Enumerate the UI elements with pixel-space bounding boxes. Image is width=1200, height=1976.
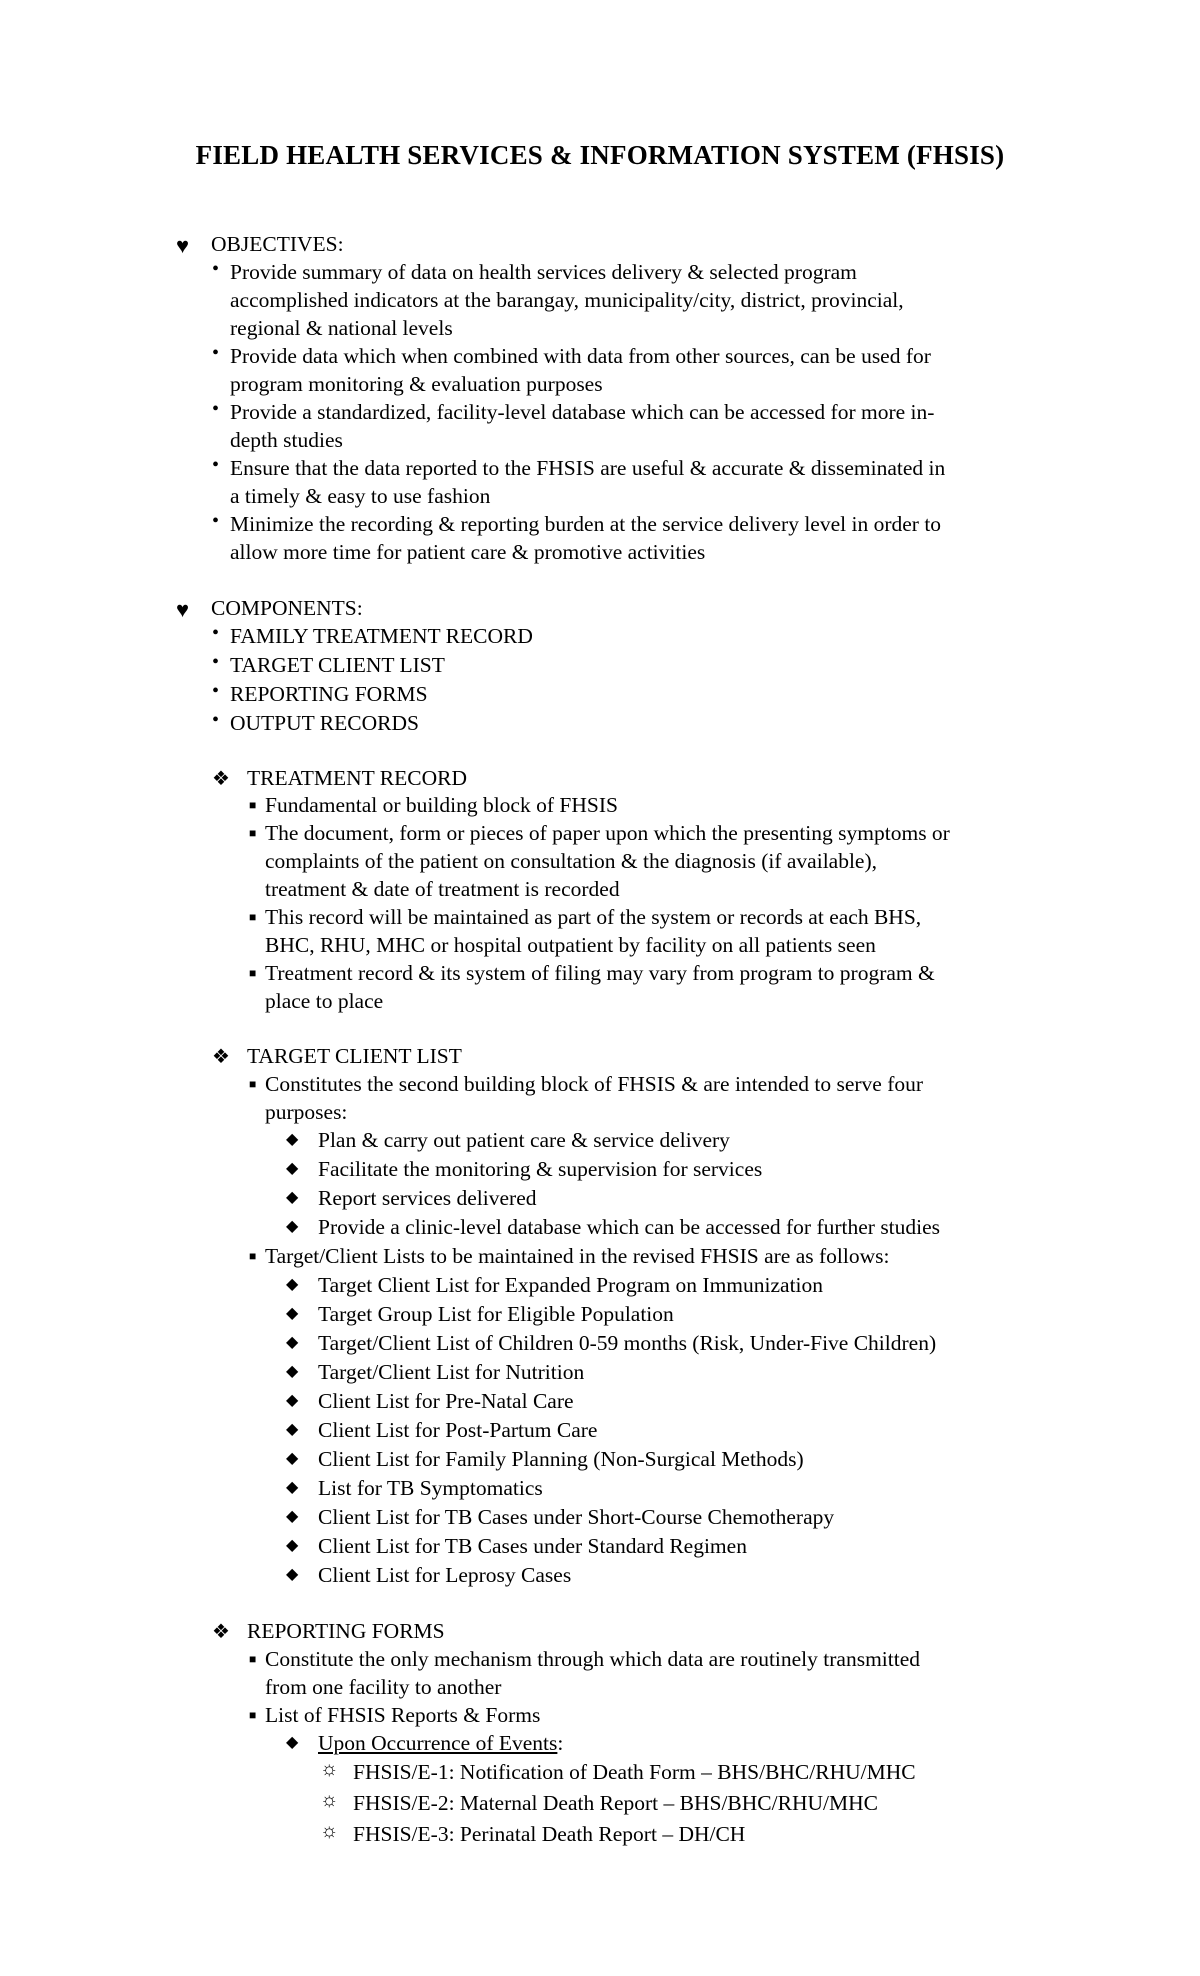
objective-4-line-2: a timely & easy to use fashion	[230, 484, 491, 508]
objective-1-line-3: regional & national levels	[230, 316, 453, 340]
tcl-item-2: Target/Client Lists to be maintained in the revised FHSIS are as follows:	[265, 1244, 890, 1268]
diamond-bullet-icon: ◆	[286, 1450, 299, 1467]
diamond-bullet-icon: ◆	[286, 1392, 299, 1409]
client-list-item: Client List for Family Planning (Non-Surgical Methods)	[318, 1447, 804, 1471]
diamond-bullet-icon: ◆	[286, 1160, 299, 1177]
diamond-bullet-icon: ◆	[286, 1421, 299, 1438]
bullet-dot-icon: •	[212, 398, 220, 420]
objective-5-line-2: allow more time for patient care & promotive activities	[230, 540, 706, 564]
sun-bullet-icon: ☼	[320, 1789, 339, 1811]
sun-bullet-icon: ☼	[320, 1820, 339, 1842]
purpose-item: Report services delivered	[318, 1186, 537, 1210]
square-bullet-icon: ■	[249, 1077, 257, 1091]
treatment-item-4-line-2: place to place	[265, 989, 384, 1013]
events-subheading	[318, 1729, 563, 1757]
client-list-item: Client List for TB Cases under Standard Regimen	[318, 1534, 747, 1558]
objective-3-line-2: depth studies	[230, 428, 343, 452]
reporting-item-2: List of FHSIS Reports & Forms	[265, 1703, 541, 1727]
purpose-item: Facilitate the monitoring & supervision for services	[318, 1157, 763, 1181]
section-heading-objectives: OBJECTIVES:	[211, 232, 344, 256]
subsection-heading-treatment-record: TREATMENT RECORD	[247, 766, 467, 790]
bullet-dot-icon: •	[212, 510, 220, 532]
square-bullet-icon: ■	[249, 1708, 257, 1722]
bullet-dot-icon: •	[212, 651, 220, 673]
objective-3-line-1: Provide a standardized, facility-level database which can be accessed for more in-	[230, 400, 935, 424]
event-form-item: FHSIS/E-1: Notification of Death Form – BHS/BHC/RHU/MHC	[353, 1760, 916, 1784]
events-subheading-colon: :	[557, 1731, 564, 1755]
bullet-dot-icon: •	[212, 680, 220, 702]
diamond-bullet-icon: ◆	[286, 1508, 299, 1525]
client-list-item: Target Client List for Expanded Program on Immunization	[318, 1273, 824, 1297]
client-list-item: Client List for Leprosy Cases	[318, 1563, 572, 1587]
bullet-dot-icon: •	[212, 258, 220, 280]
diamond-bullet-icon: ◆	[286, 1479, 299, 1496]
purpose-item: Provide a clinic-level database which can be accessed for further studies	[318, 1215, 941, 1239]
events-subheading-label: Upon Occurrence of Events	[318, 1731, 558, 1755]
bullet-dot-icon: •	[212, 342, 220, 364]
event-form-item: FHSIS/E-2: Maternal Death Report – BHS/BHC/RHU/MHC	[353, 1791, 878, 1815]
square-bullet-icon: ■	[249, 966, 257, 980]
square-bullet-icon: ■	[249, 798, 257, 812]
subsection-heading-reporting-forms: REPORTING FORMS	[247, 1619, 445, 1643]
treatment-item-4-line-1: Treatment record & its system of filing may vary from program to program &	[265, 961, 935, 985]
component-item: FAMILY TREATMENT RECORD	[230, 624, 533, 648]
square-bullet-icon: ■	[249, 1652, 257, 1666]
page-title: FIELD HEALTH SERVICES & INFORMATION SYSTEM (FHSIS)	[195, 140, 1005, 170]
client-list-item: List for TB Symptomatics	[318, 1476, 543, 1500]
component-item: OUTPUT RECORDS	[230, 711, 419, 735]
diamond-bullet-icon: ◆	[286, 1276, 299, 1293]
diamond-bullet-icon: ◆	[286, 1363, 299, 1380]
diamond-cluster-icon: ❖	[212, 768, 230, 790]
bullet-dot-icon: •	[212, 709, 220, 731]
client-list-item: Target Group List for Eligible Population	[318, 1302, 674, 1326]
square-bullet-icon: ■	[249, 1249, 257, 1263]
subsection-heading-target-client-list: TARGET CLIENT LIST	[247, 1044, 462, 1068]
diamond-cluster-icon: ❖	[212, 1621, 230, 1643]
diamond-bullet-icon: ◆	[286, 1131, 299, 1148]
treatment-item-2-line-3: treatment & date of treatment is recorded	[265, 877, 620, 901]
component-item: REPORTING FORMS	[230, 682, 428, 706]
purpose-item: Plan & carry out patient care & service delivery	[318, 1128, 730, 1152]
heart-bullet-icon: ♥	[176, 597, 190, 622]
treatment-item-1: Fundamental or building block of FHSIS	[265, 793, 618, 817]
client-list-item: Client List for Pre-Natal Care	[318, 1389, 574, 1413]
client-list-item: Client List for TB Cases under Short-Course Chemotherapy	[318, 1505, 835, 1529]
event-form-item: FHSIS/E-3: Perinatal Death Report – DH/CH	[353, 1822, 746, 1846]
treatment-item-2-line-2: complaints of the patient on consultation & the diagnosis (if available),	[265, 849, 878, 873]
square-bullet-icon: ■	[249, 826, 257, 840]
reporting-item-1-line-2: from one facility to another	[265, 1675, 502, 1699]
bullet-dot-icon: •	[212, 622, 220, 644]
tcl-item-1-line-2: purposes:	[265, 1100, 348, 1124]
client-list-item: Target/Client List for Nutrition	[318, 1360, 585, 1384]
heart-bullet-icon: ♥	[176, 233, 190, 258]
objective-5-line-1: Minimize the recording & reporting burden at the service delivery level in order to	[230, 512, 942, 536]
client-list-item: Target/Client List of Children 0-59 months (Risk, Under-Five Children)	[318, 1331, 937, 1355]
sun-bullet-icon: ☼	[320, 1758, 339, 1780]
objective-2-line-2: program monitoring & evaluation purposes	[230, 372, 603, 396]
client-list-item: Client List for Post-Partum Care	[318, 1418, 598, 1442]
diamond-bullet-icon: ◆	[286, 1566, 299, 1583]
square-bullet-icon: ■	[249, 910, 257, 924]
component-item: TARGET CLIENT LIST	[230, 653, 445, 677]
diamond-bullet-icon: ◆	[286, 1734, 299, 1751]
bullet-dot-icon: •	[212, 454, 220, 476]
diamond-cluster-icon: ❖	[212, 1046, 230, 1068]
section-heading-components: COMPONENTS:	[211, 596, 363, 620]
objective-1-line-1: Provide summary of data on health services delivery & selected program	[230, 260, 857, 284]
objective-1-line-2: accomplished indicators at the barangay, municipality/city, district, provincial,	[230, 288, 904, 312]
objective-4-line-1: Ensure that the data reported to the FHSIS are useful & accurate & disseminated in	[230, 456, 946, 480]
diamond-bullet-icon: ◆	[286, 1334, 299, 1351]
diamond-bullet-icon: ◆	[286, 1189, 299, 1206]
diamond-bullet-icon: ◆	[286, 1537, 299, 1554]
reporting-item-1-line-1: Constitute the only mechanism through which data are routinely transmitted	[265, 1647, 921, 1671]
diamond-bullet-icon: ◆	[286, 1305, 299, 1322]
treatment-item-3-line-1: This record will be maintained as part of the system or records at each BHS,	[265, 905, 922, 929]
treatment-item-3-line-2: BHC, RHU, MHC or hospital outpatient by facility on all patients seen	[265, 933, 876, 957]
treatment-item-2-line-1: The document, form or pieces of paper upon which the presenting symptoms or	[265, 821, 950, 845]
objective-2-line-1: Provide data which when combined with data from other sources, can be used for	[230, 344, 931, 368]
tcl-item-1-line-1: Constitutes the second building block of FHSIS & are intended to serve four	[265, 1072, 924, 1096]
diamond-bullet-icon: ◆	[286, 1218, 299, 1235]
